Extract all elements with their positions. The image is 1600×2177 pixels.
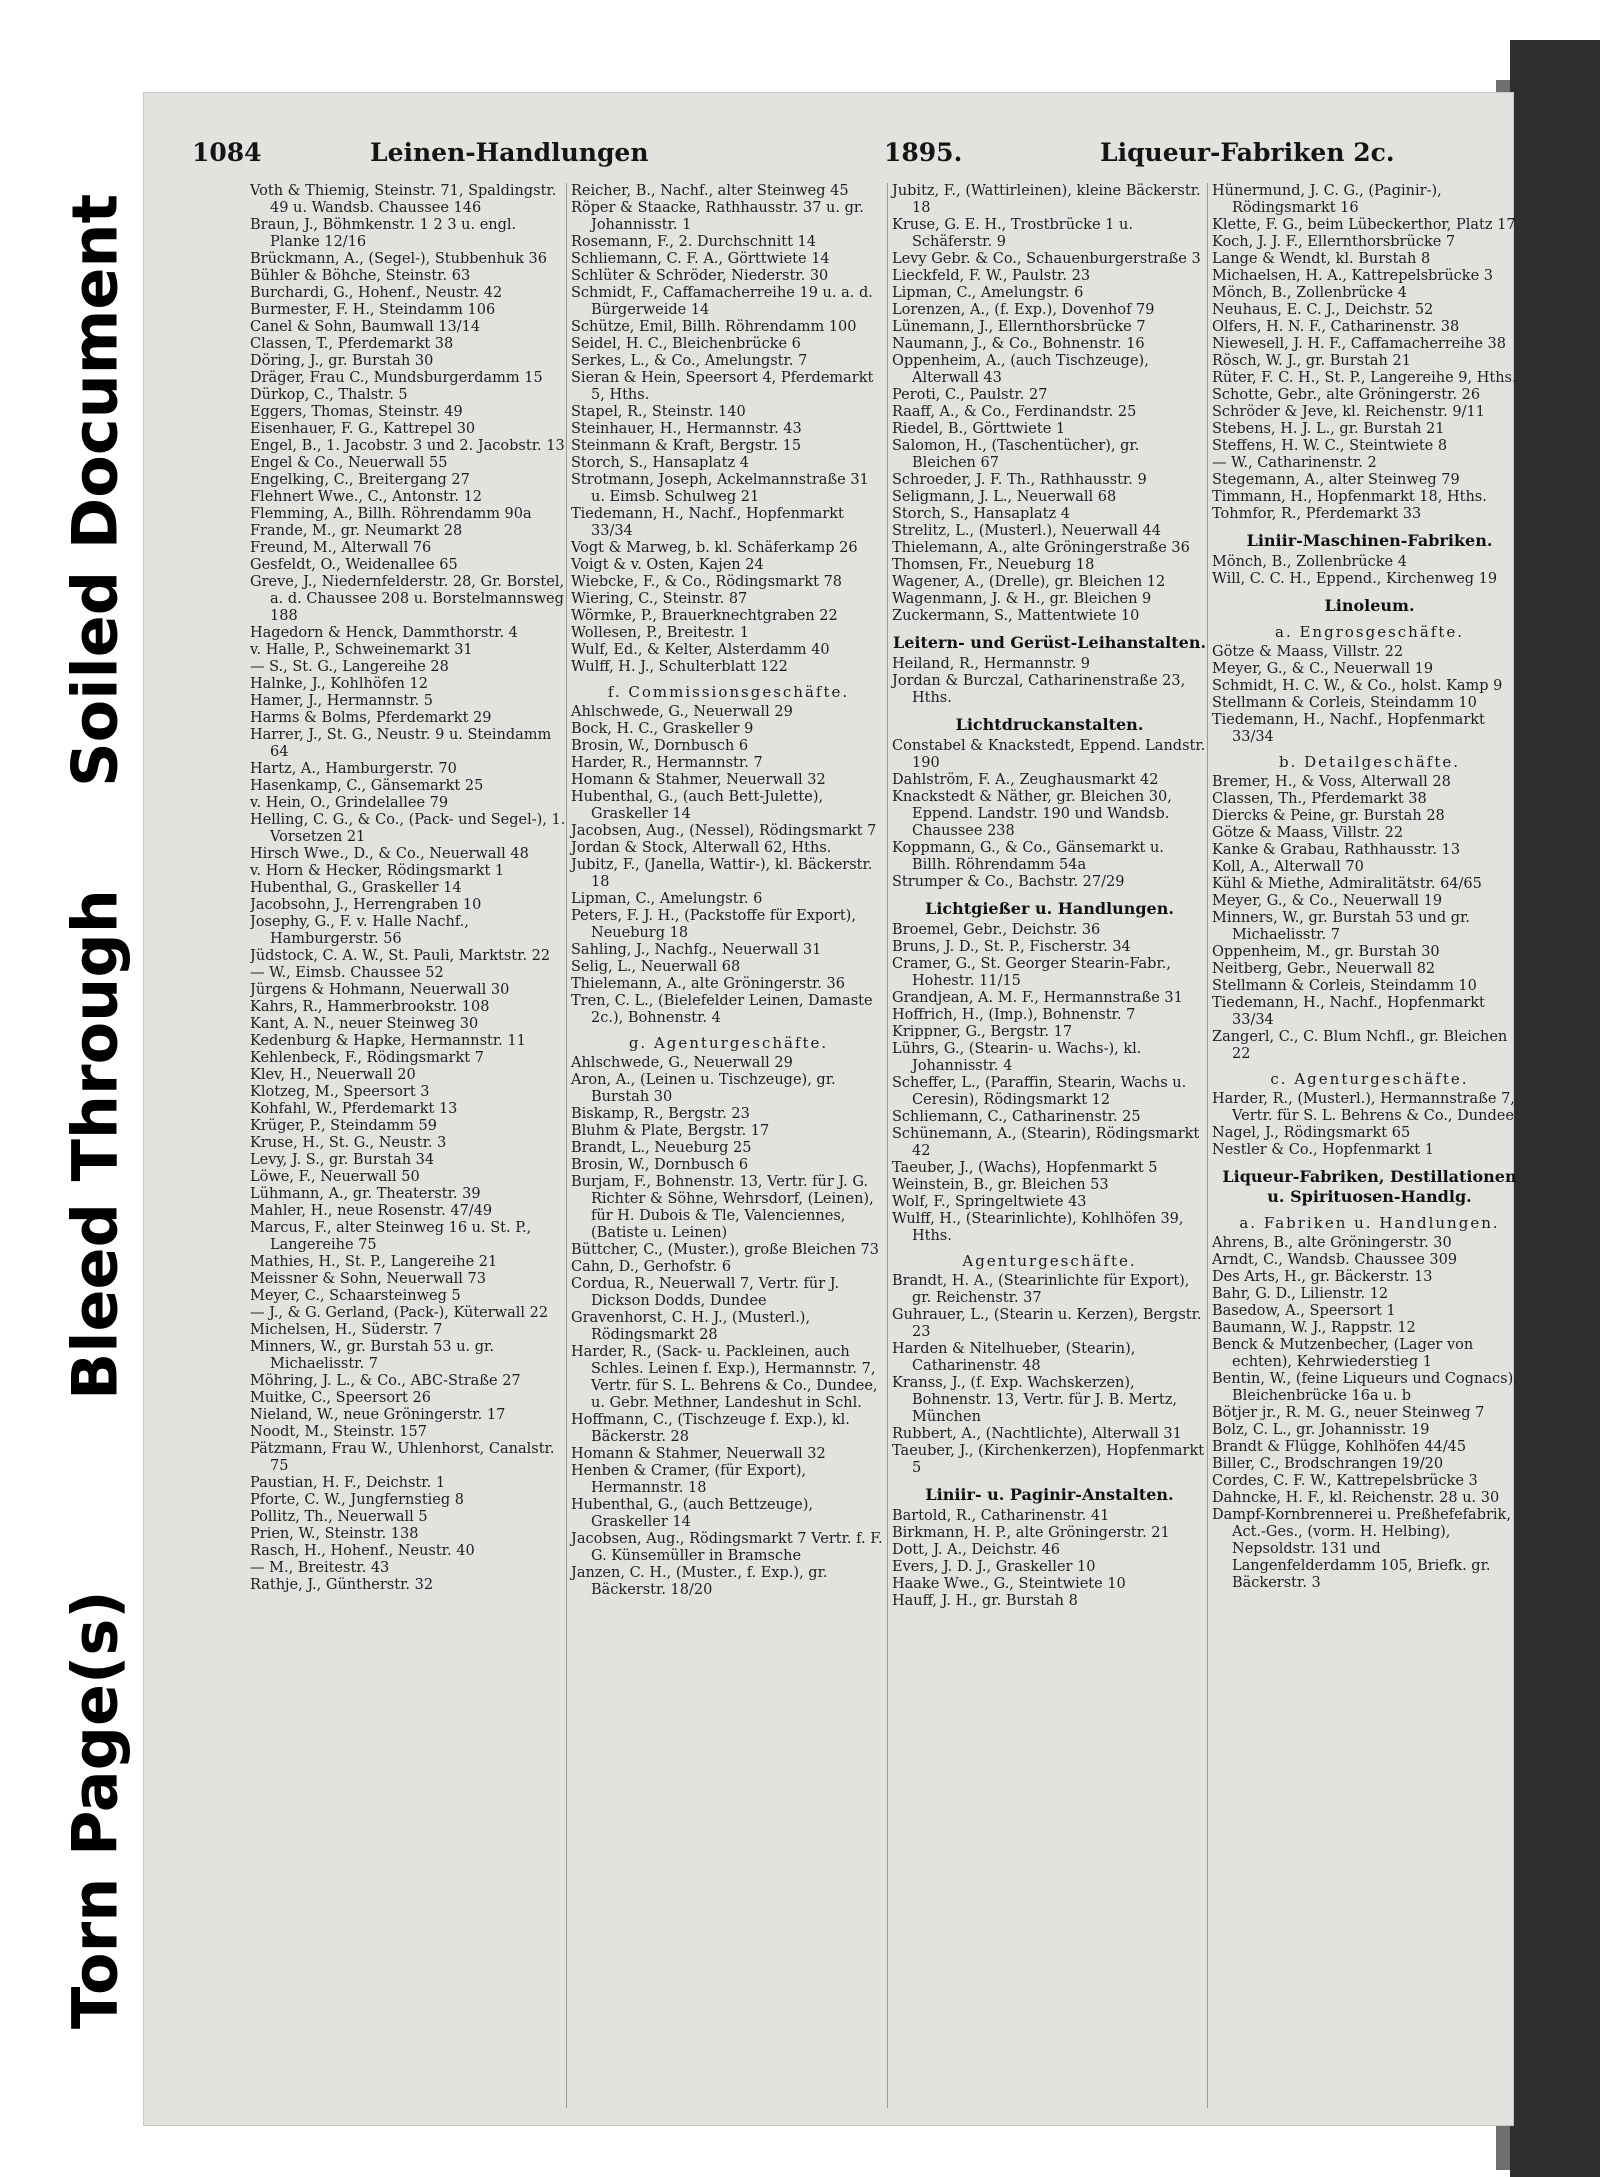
- directory-entry: Thomsen, Fr., Neueburg 18: [892, 557, 1095, 573]
- directory-entry: Guhrauer, L., (Stearin u. Kerzen), Bergstr. 23: [892, 1307, 1202, 1340]
- section-subheading: f. Commissionsgeschäfte.: [607, 683, 850, 701]
- directory-entry: Schünemann, A., (Stearin), Rödingsmarkt 42: [892, 1126, 1200, 1159]
- directory-entry: Storch, S., Hansaplatz 4: [571, 455, 749, 471]
- directory-entry: Taeuber, J., (Kirchenkerzen), Hopfenmarkt 5: [892, 1443, 1205, 1476]
- directory-entry: Olfers, H. N. F., Catharinenstr. 38: [1212, 319, 1460, 335]
- section-subheading: a. Fabriken u. Handlungen.: [1239, 1214, 1500, 1232]
- section-heading: Liniir- u. Paginir-Anstalten.: [925, 1485, 1174, 1504]
- directory-entry: Harder, R., (Musterl.), Hermannstraße 7, Vertr. für S. L. Behrens & Co., Dundee: [1212, 1091, 1515, 1124]
- directory-entry: Jacobsen, Aug., Rödingsmarkt 7 Vertr. f. F. G. Künsemüller in Bramsche: [571, 1531, 883, 1564]
- directory-entry: Ahlschwede, G., Neuerwall 29: [571, 704, 793, 720]
- directory-entry: Peters, F. J. H., (Packstoffe für Export), Neueburg 18: [571, 908, 856, 941]
- directory-entry: Janzen, C. H., (Muster., f. Exp.), gr. Bäckerstr. 18/20: [571, 1565, 828, 1598]
- directory-entry: Baumann, W. J., Rappstr. 12: [1212, 1320, 1416, 1336]
- directory-entry: Basedow, A., Speersort 1: [1212, 1303, 1396, 1319]
- directory-entry: v. Halle, P., Schweinemarkt 31: [250, 642, 473, 658]
- directory-entry: Knackstedt & Näther, gr. Bleichen 30, Eppend. Landstr. 190 und Wandsb. Chaussee 238: [892, 789, 1172, 839]
- directory-entry: Engel, B., 1. Jacobstr. 3 und 2. Jacobstr. 13: [250, 438, 565, 454]
- directory-entry: Nestler & Co., Hopfenmarkt 1: [1212, 1142, 1434, 1158]
- section-subheading: Agenturgeschäfte.: [962, 1252, 1137, 1270]
- directory-entry: Josephy, G., F. v. Halle Nachf., Hamburgerstr. 56: [250, 914, 469, 947]
- directory-entry: Burjam, F., Bohnenstr. 13, Vertr. für J. G. Richter & Söhne, Wehrsdorf, (Leinen), für H. Dubois & Tle, Valenciennes, (Batiste u. Leinen): [571, 1174, 874, 1241]
- directory-entry: Canel & Sohn, Baumwall 13/14: [250, 319, 481, 335]
- directory-entry: Brosin, W., Dornbusch 6: [571, 1157, 749, 1173]
- directory-entry: Hoffrich, H., (Imp.), Bohnenstr. 7: [892, 1007, 1136, 1023]
- directory-entry: v. Horn & Hecker, Rödingsmarkt 1: [250, 863, 505, 879]
- directory-entry: Classen, Th., Pferdemarkt 38: [1212, 791, 1427, 807]
- directory-entry: Röper & Staacke, Rathhausstr. 37 u. gr. Johannisstr. 1: [571, 200, 864, 233]
- directory-entry: Oppenheim, A., (auch Tischzeuge), Alterwall 43: [892, 353, 1149, 386]
- directory-entry: Jordan & Stock, Alterwall 62, Hths.: [571, 840, 832, 856]
- directory-entry: Arndt, C., Wandsb. Chaussee 309: [1212, 1252, 1458, 1268]
- section-subheading: a. Engrosgeschäfte.: [1275, 623, 1464, 641]
- directory-entry: — W., Eimsb. Chaussee 52: [250, 965, 444, 981]
- directory-entry: Jacobsen, Aug., (Nessel), Rödingsmarkt 7: [571, 823, 877, 839]
- directory-entry: Strelitz, L., (Musterl.), Neuerwall 44: [892, 523, 1161, 539]
- directory-entry: Muitke, C., Speersort 26: [250, 1390, 431, 1406]
- directory-entry: Rösch, W. J., gr. Burstah 21: [1212, 353, 1411, 369]
- directory-entry: Gravenhorst, C. H. J., (Musterl.), Rödingsmarkt 28: [571, 1310, 811, 1343]
- directory-entry: Stellmann & Corleis, Steindamm 10: [1212, 978, 1477, 994]
- directory-entry: Niewesell, J. H. F., Caffamacherreihe 38: [1212, 336, 1506, 352]
- directory-entry: Eisenhauer, F. G., Kattrepel 30: [250, 421, 476, 437]
- directory-entry: Bahr, G. D., Lilienstr. 12: [1212, 1286, 1389, 1302]
- directory-entry: Tiedemann, H., Nachf., Hopfenmarkt 33/34: [1212, 712, 1485, 745]
- directory-entry: Homann & Stahmer, Neuerwall 32: [571, 772, 826, 788]
- directory-entry: Jüdstock, C. A. W., St. Pauli, Marktstr. 22: [250, 948, 551, 964]
- directory-entry: Stegemann, A., alter Steinweg 79: [1212, 472, 1460, 488]
- directory-entry: Kranss, J., (f. Exp. Wachskerzen), Bohnenstr. 13, Vertr. für J. B. Mertz, München: [892, 1375, 1177, 1425]
- directory-entry: Lange & Wendt, kl. Burstah 8: [1212, 251, 1431, 267]
- directory-entry: Kant, A. N., neuer Steinweg 30: [250, 1016, 479, 1032]
- directory-entry: Thielemann, A., alte Gröningerstr. 36: [571, 976, 845, 992]
- directory-entry: Jordan & Burczal, Catharinenstraße 23, Hths.: [892, 673, 1186, 706]
- directory-entry: Taeuber, J., (Wachs), Hopfenmarkt 5: [892, 1160, 1158, 1176]
- directory-entry: Kühl & Miethe, Admiralitätstr. 64/65: [1212, 876, 1482, 892]
- directory-entry: Koppmann, G., & Co., Gänsemarkt u. Billh. Röhrendamm 54a: [892, 840, 1164, 873]
- directory-entry: Kruse, H., St. G., Neustr. 3: [250, 1135, 447, 1151]
- directory-entry: Cahn, D., Gerhofstr. 6: [571, 1259, 732, 1275]
- directory-entry: Peroti, C., Paulstr. 27: [892, 387, 1048, 403]
- directory-entry: Michaelsen, H. A., Kattrepelsbrücke 3: [1212, 268, 1494, 284]
- directory-entry: Biskamp, R., Bergstr. 23: [571, 1106, 750, 1122]
- directory-entry: Lieckfeld, F. W., Paulstr. 23: [892, 268, 1091, 284]
- directory-entry: Schliemann, C., Catharinenstr. 25: [892, 1109, 1141, 1125]
- section-heading: Liniir-Maschinen-Fabriken.: [1246, 531, 1493, 550]
- directory-entry: Storch, S., Hansaplatz 4: [892, 506, 1070, 522]
- directory-entry: Voigt & v. Osten, Kajen 24: [571, 557, 764, 573]
- directory-entry: Burmester, F. H., Steindamm 106: [250, 302, 496, 318]
- directory-entry: Zuckermann, S., Mattentwiete 10: [892, 608, 1140, 624]
- directory-entry: Döring, J., gr. Burstah 30: [250, 353, 434, 369]
- directory-entry: Brandt & Flügge, Kohlhöfen 44/45: [1212, 1439, 1467, 1455]
- directory-entry: Burchardi, G., Hohenf., Neustr. 42: [250, 285, 503, 301]
- directory-entry: Harden & Nitelhueber, (Stearin), Catharinenstr. 48: [892, 1341, 1136, 1374]
- directory-entry: Broemel, Gebr., Deichstr. 36: [892, 922, 1101, 938]
- directory-entry: Kohfahl, W., Pferdemarkt 13: [250, 1101, 458, 1117]
- directory-entry: Prien, W., Steinstr. 138: [250, 1526, 419, 1542]
- directory-entry: Mathies, H., St. P., Langereihe 21: [250, 1254, 498, 1270]
- directory-entry: Wulff, H. J., Schulterblatt 122: [571, 659, 788, 675]
- directory-entry: Jubitz, F., (Janella, Wattir-), kl. Bäckerstr. 18: [571, 857, 873, 890]
- directory-entry: Harrer, J., St. G., Neustr. 9 u. Steindamm 64: [250, 727, 552, 760]
- directory-entry: Strumper & Co., Bachstr. 27/29: [892, 874, 1125, 890]
- directory-entry: Dahlström, F. A., Zeughausmarkt 42: [892, 772, 1159, 788]
- directory-entry: Meyer, G., & C., Neuerwall 19: [1212, 661, 1434, 677]
- directory-entry: Des Arts, H., gr. Bäckerstr. 13: [1212, 1269, 1433, 1285]
- directory-entry: Hoffmann, C., (Tischzeuge f. Exp.), kl. Bäckerstr. 28: [571, 1412, 850, 1445]
- directory-entry: Hubenthal, G., Graskeller 14: [250, 880, 462, 896]
- directory-entry: Pätzmann, Frau W., Uhlenhorst, Canalstr. 75: [250, 1441, 555, 1474]
- directory-entry: Scheffer, L., (Paraffin, Stearin, Wachs u. Ceresin), Rödingsmarkt 12: [892, 1075, 1187, 1108]
- directory-entry: Riedel, B., Görttwiete 1: [892, 421, 1066, 437]
- directory-entry: Büttcher, C., (Muster.), große Bleichen 73: [571, 1242, 879, 1258]
- directory-entry: Wiebcke, F., & Co., Rödingsmarkt 78: [571, 574, 843, 590]
- directory-entry: Brandt, H. A., (Stearinlichte für Export), gr. Reichenstr. 37: [892, 1273, 1190, 1306]
- directory-entry: Bock, H. C., Graskeller 9: [571, 721, 754, 737]
- soiled-document-label: Soiled Document: [58, 193, 132, 787]
- directory-entry: Birkmann, H. P., alte Gröningerstr. 21: [892, 1525, 1170, 1541]
- directory-entry: Bartold, R., Catharinenstr. 41: [892, 1508, 1110, 1524]
- directory-entry: Jubitz, F., (Wattirleinen), kleine Bäckerstr. 18: [892, 183, 1201, 216]
- directory-entry: Lipman, C., Amelungstr. 6: [571, 891, 763, 907]
- directory-entry: Dahncke, H. F., kl. Reichenstr. 28 u. 30: [1212, 1490, 1500, 1506]
- directory-entry: Kehlenbeck, F., Rödingsmarkt 7: [250, 1050, 484, 1066]
- directory-entry: Stellmann & Corleis, Steindamm 10: [1212, 695, 1477, 711]
- section-heading: Linoleum.: [1324, 596, 1415, 615]
- directory-entry: Minners, W., gr. Burstah 53 und gr. Michaelisstr. 7: [1212, 910, 1471, 943]
- directory-entry: Nieland, W., neue Gröningerstr. 17: [250, 1407, 506, 1423]
- directory-entry: Classen, T., Pferdemarkt 38: [250, 336, 454, 352]
- directory-entry: Bühler & Böhche, Steinstr. 63: [250, 268, 471, 284]
- directory-entry: — M., Breitestr. 43: [250, 1560, 390, 1576]
- directory-entry: Stapel, R., Steinstr. 140: [571, 404, 746, 420]
- directory-entry: v. Hein, O., Grindelallee 79: [250, 795, 449, 811]
- directory-entry: Lühmann, A., gr. Theaterstr. 39: [250, 1186, 481, 1202]
- directory-entry: Frande, M., gr. Neumarkt 28: [250, 523, 463, 539]
- directory-entry: Rüter, F. C. H., St. P., Langereihe 9, Hths.: [1212, 370, 1517, 386]
- directory-entry: Hasenkamp, C., Gänsemarkt 25: [250, 778, 484, 794]
- directory-entry: Koll, A., Alterwall 70: [1212, 859, 1364, 875]
- directory-entry: Greve, J., Niedernfelderstr. 28, Gr. Borstel, a. d. Chaussee 208 u. Borstelmannsweg 188: [250, 574, 565, 624]
- directory-entry: Harder, R., (Sack- u. Packleinen, auch Schles. Leinen f. Exp.), Hermannstr. 7, Vertr. für S. L. Behrens & Co., Dundee, u. Gebr. Methner, Landeshut in Schl.: [571, 1344, 878, 1411]
- directory-entry: Grandjean, A. M. F., Hermannstraße 31: [892, 990, 1183, 1006]
- directory-entry: Lipman, C., Amelungstr. 6: [892, 285, 1084, 301]
- directory-entry: Helling, C. G., & Co., (Pack- und Segel-), 1. Vorsetzen 21: [250, 812, 566, 845]
- directory-entry: Engelking, C., Breitergang 27: [250, 472, 470, 488]
- directory-entry: Bruns, J. D., St. P., Fischerstr. 34: [892, 939, 1131, 955]
- directory-entry: Pollitz, Th., Neuerwall 5: [250, 1509, 428, 1525]
- directory-entry: Wagenmann, J. & H., gr. Bleichen 9: [892, 591, 1152, 607]
- directory-entry: Klotzeg, M., Speersort 3: [250, 1084, 430, 1100]
- left-section-title: Leinen-Handlungen: [370, 138, 649, 167]
- directory-entry: Hamer, J., Hermannstr. 5: [250, 693, 433, 709]
- directory-entry: Thielemann, A., alte Gröningerstraße 36: [892, 540, 1190, 556]
- directory-entry: Schröder & Jeve, kl. Reichenstr. 9/11: [1212, 404, 1485, 420]
- directory-entry: Hünermund, J. C. G., (Paginir-), Rödingsmarkt 16: [1212, 183, 1442, 216]
- directory-entry: Evers, J. D. J., Graskeller 10: [892, 1559, 1096, 1575]
- damage-labels: [30, 193, 160, 2030]
- directory-entry: Neuhaus, E. C. J., Deichstr. 52: [1212, 302, 1434, 318]
- directory-entry: Aron, A., (Leinen u. Tischzeuge), gr. Burstah 30: [571, 1072, 836, 1105]
- right-section-title: Liqueur-Fabriken 2c.: [1100, 138, 1395, 167]
- directory-entry: Steinhauer, H., Hermannstr. 43: [571, 421, 802, 437]
- column-1: [250, 183, 568, 2108]
- directory-entry: Tiedemann, H., Nachf., Hopfenmarkt 33/34: [571, 506, 844, 539]
- directory-entry: Bolz, C. L., gr. Johannisstr. 19: [1212, 1422, 1430, 1438]
- directory-entry: Brosin, W., Dornbusch 6: [571, 738, 749, 754]
- directory-entry: Cramer, G., St. Georger Stearin-Fabr., Hohestr. 11/15: [892, 956, 1172, 989]
- directory-entry: Haake Wwe., G., Steintwiete 10: [892, 1576, 1126, 1592]
- directory-entry: Götze & Maass, Villstr. 22: [1212, 825, 1404, 841]
- directory-entry: Hartz, A., Hamburgerstr. 70: [250, 761, 457, 777]
- directory-entry: Krüger, P., Steindamm 59: [250, 1118, 437, 1134]
- directory-entry: Zangerl, C., C. Blum Nchfl., gr. Bleichen 22: [1212, 1029, 1508, 1062]
- directory-entry: Will, C. C. H., Eppend., Kirchenweg 19: [1212, 571, 1498, 587]
- directory-entry: Lührs, G., (Stearin- u. Wachs-), kl. Johannisstr. 4: [892, 1041, 1142, 1074]
- directory-entry: Salomon, H., (Taschentücher), gr. Bleichen 67: [892, 438, 1140, 471]
- section-subheading: g. Agenturgeschäfte.: [628, 1034, 829, 1052]
- directory-entry: Vogt & Marweg, b. kl. Schäferkamp 26: [571, 540, 858, 556]
- directory-entry: Kruse, G. E. H., Trostbrücke 1 u. Schäferstr. 9: [892, 217, 1133, 250]
- directory-entry: Raaff, A., & Co., Ferdinandstr. 25: [892, 404, 1137, 420]
- column-3: [887, 183, 1207, 2108]
- directory-entry: Dampf-Kornbrennerei u. Preßhefefabrik, Act.-Ges., (vorm. H. Helbing), Nepsoldstr. 131 und Langenfelderdamm 105, Briefk. gr. Bäckerstr. 3: [1212, 1507, 1511, 1591]
- directory-entry: Schmidt, F., Caffamacherreihe 19 u. a. d. Bürgerweide 14: [571, 285, 873, 318]
- directory-entry: Schliemann, C. F. A., Görttwiete 14: [571, 251, 830, 267]
- directory-entry: Hubenthal, G., (auch Bett-Julette), Graskeller 14: [571, 789, 824, 822]
- directory-entry: Harms & Bolms, Pferdemarkt 29: [250, 710, 492, 726]
- directory-entry: Nagel, J., Rödingsmarkt 65: [1212, 1125, 1411, 1141]
- directory-entry: Weinstein, B., gr. Bleichen 53: [892, 1177, 1109, 1193]
- directory-entry: Rosemann, F., 2. Durchschnitt 14: [571, 234, 816, 250]
- directory-entry: Brückmann, A., (Segel-), Stubbenhuk 36: [250, 251, 547, 267]
- directory-entry: Voth & Thiemig, Steinstr. 71, Spaldingstr. 49 u. Wandsb. Chaussee 146: [250, 183, 557, 216]
- running-head: [170, 138, 1490, 184]
- section-heading: Liqueur-Fabriken, Destillationen u. Spirituosen-Handlg.: [1222, 1167, 1517, 1206]
- directory-entry: Eggers, Thomas, Steinstr. 49: [250, 404, 463, 420]
- directory-entry: Timmann, H., Hopfenmarkt 18, Hths.: [1212, 489, 1487, 505]
- directory-entry: Schütze, Emil, Billh. Röhrendamm 100: [571, 319, 857, 335]
- directory-entry: Neitberg, Gebr., Neuerwall 82: [1212, 961, 1436, 977]
- directory-entry: Reicher, B., Nachf., alter Steinweg 45: [571, 183, 849, 199]
- year: 1895.: [884, 138, 963, 167]
- directory-entry: Wörmke, P., Brauerknechtgraben 22: [571, 608, 838, 624]
- section-heading: Lichtdruckanstalten.: [955, 715, 1144, 734]
- directory-entry: Möhring, J. L., & Co., ABC-Straße 27: [250, 1373, 521, 1389]
- directory-entry: Wolf, F., Springeltwiete 43: [892, 1194, 1087, 1210]
- directory-entry: Jacobsohn, J., Herrengraben 10: [250, 897, 482, 913]
- directory-entry: Wollesen, P., Breitestr. 1: [571, 625, 749, 641]
- directory-entry: Hauff, J. H., gr. Burstah 8: [892, 1593, 1078, 1609]
- directory-entry: Bluhm & Plate, Bergstr. 17: [571, 1123, 770, 1139]
- directory-entry: Wulf, Ed., & Kelter, Alsterdamm 40: [571, 642, 830, 658]
- directory-entry: Diercks & Peine, gr. Burstah 28: [1212, 808, 1445, 824]
- directory-columns: [250, 183, 1518, 2108]
- directory-entry: Serkes, L., & Co., Amelungstr. 7: [571, 353, 808, 369]
- directory-entry: Tren, C. L., (Bielefelder Leinen, Damaste 2c.), Bohnenstr. 4: [571, 993, 873, 1026]
- directory-entry: — S., St. G., Langereihe 28: [250, 659, 449, 675]
- directory-entry: Mönch, B., Zollenbrücke 4: [1212, 285, 1407, 301]
- directory-entry: Koch, J. J. F., Ellernthorsbrücke 7: [1212, 234, 1456, 250]
- directory-entry: Dott, J. A., Deichstr. 46: [892, 1542, 1061, 1558]
- directory-entry: Rasch, H., Hohenf., Neustr. 40: [250, 1543, 475, 1559]
- directory-entry: Levy Gebr. & Co., Schauenburgerstraße 3: [892, 251, 1201, 267]
- directory-entry: Flehnert Wwe., C., Antonstr. 12: [250, 489, 483, 505]
- directory-entry: Heiland, R., Hermannstr. 9: [892, 656, 1091, 672]
- directory-entry: Homann & Stahmer, Neuerwall 32: [571, 1446, 826, 1462]
- directory-entry: Steffens, H. W. C., Steintwiete 8: [1212, 438, 1448, 454]
- directory-entry: Michelsen, H., Süderstr. 7: [250, 1322, 443, 1338]
- directory-entry: Mönch, B., Zollenbrücke 4: [1212, 554, 1407, 570]
- directory-entry: Wiering, C., Steinstr. 87: [571, 591, 748, 607]
- directory-entry: Strotmann, Joseph, Ackelmannstraße 31 u. Eimsb. Schulweg 21: [571, 472, 869, 505]
- directory-entry: Lorenzen, A., (f. Exp.), Dovenhof 79: [892, 302, 1155, 318]
- directory-entry: Krippner, G., Bergstr. 17: [892, 1024, 1073, 1040]
- directory-entry: Hubenthal, G., (auch Bettzeuge), Graskeller 14: [571, 1497, 814, 1530]
- directory-entry: Schlüter & Schröder, Niederstr. 30: [571, 268, 829, 284]
- directory-entry: Tohmfor, R., Pferdemarkt 33: [1212, 506, 1422, 522]
- directory-entry: Mahler, H., neue Rosenstr. 47/49: [250, 1203, 493, 1219]
- directory-entry: Freund, M., Alterwall 76: [250, 540, 432, 556]
- page-number: 1084: [192, 138, 262, 167]
- directory-entry: Sieran & Hein, Speersort 4, Pferdemarkt 5, Hths.: [571, 370, 874, 403]
- directory-entry: Minners, W., gr. Burstah 53 u. gr. Michaelisstr. 7: [250, 1339, 495, 1372]
- directory-entry: — J., & G. Gerland, (Pack-), Küterwall 22: [250, 1305, 549, 1321]
- directory-entry: Cordes, C. F. W., Kattrepelsbrücke 3: [1212, 1473, 1478, 1489]
- directory-entry: Meissner & Sohn, Neuerwall 73: [250, 1271, 486, 1287]
- directory-entry: Lünemann, J., Ellernthorsbrücke 7: [892, 319, 1146, 335]
- directory-page: [143, 92, 1518, 2126]
- directory-entry: Seidel, H. C., Bleichenbrücke 6: [571, 336, 801, 352]
- torn-pages-label: Torn Page(s): [58, 1590, 132, 2030]
- directory-entry: Henben & Cramer, (für Export), Hermannstr. 18: [571, 1463, 807, 1496]
- directory-entry: Constabel & Knackstedt, Eppend. Landstr. 190: [892, 738, 1206, 771]
- directory-entry: Engel & Co., Neuerwall 55: [250, 455, 448, 471]
- directory-entry: Hagedorn & Henck, Dammthorstr. 4: [250, 625, 518, 641]
- directory-entry: Bremer, H., & Voss, Alterwall 28: [1212, 774, 1451, 790]
- directory-entry: — W., Catharinenstr. 2: [1212, 455, 1377, 471]
- directory-entry: Halnke, J., Kohlhöfen 12: [250, 676, 428, 692]
- directory-entry: Biller, C., Brodschrangen 19/20: [1212, 1456, 1444, 1472]
- directory-entry: Noodt, M., Steinstr. 157: [250, 1424, 427, 1440]
- directory-entry: Wulff, H., (Stearinlichte), Kohlhöfen 39, Hths.: [892, 1211, 1184, 1244]
- bleed-through-label: Bleed Through: [58, 889, 132, 1401]
- directory-entry: Schroeder, J. F. Th., Rathhausstr. 9: [892, 472, 1147, 488]
- directory-entry: Schmidt, H. C. W., & Co., holst. Kamp 9: [1212, 678, 1503, 694]
- column-4: [1207, 183, 1527, 2108]
- directory-entry: Hirsch Wwe., D., & Co., Neuerwall 48: [250, 846, 529, 862]
- directory-entry: Klev, H., Neuerwall 20: [250, 1067, 416, 1083]
- directory-entry: Pforte, C. W., Jungfernstieg 8: [250, 1492, 464, 1508]
- directory-entry: Bötjer jr., R. M. G., neuer Steinweg 7: [1212, 1405, 1485, 1421]
- directory-entry: Cordua, R., Neuerwall 7, Vertr. für J. Dickson Dodds, Dundee: [571, 1276, 840, 1309]
- directory-entry: Dräger, Frau C., Mundsburgerdamm 15: [250, 370, 543, 386]
- directory-entry: Naumann, J., & Co., Bohnenstr. 16: [892, 336, 1145, 352]
- directory-entry: Bentin, W., (feine Liqueurs und Cognacs), Bleichenbrücke 16a u. b: [1212, 1371, 1518, 1404]
- directory-entry: Flemming, A., Billh. Röhrendamm 90a: [250, 506, 532, 522]
- section-heading: Leitern- und Gerüst-Leihanstalten.: [892, 633, 1207, 652]
- directory-entry: Löwe, F., Neuerwall 50: [250, 1169, 420, 1185]
- section-subheading: c. Agenturgeschäfte.: [1270, 1070, 1469, 1088]
- directory-entry: Schotte, Gebr., alte Gröningerstr. 26: [1212, 387, 1481, 403]
- directory-entry: Rathje, J., Güntherstr. 32: [250, 1577, 434, 1593]
- directory-entry: Marcus, F., alter Steinweg 16 u. St. P., Langereihe 75: [250, 1220, 532, 1253]
- directory-entry: Brandt, L., Neueburg 25: [571, 1140, 752, 1156]
- directory-entry: Paustian, H. F., Deichstr. 1: [250, 1475, 446, 1491]
- directory-entry: Steinmann & Kraft, Bergstr. 15: [571, 438, 802, 454]
- directory-entry: Meyer, G., & Co., Neuerwall 19: [1212, 893, 1443, 909]
- directory-entry: Benck & Mutzenbecher, (Lager von echten), Kehrwiederstieg 1: [1212, 1337, 1474, 1370]
- directory-entry: Stebens, H. J. L., gr. Burstah 21: [1212, 421, 1445, 437]
- directory-entry: Oppenheim, M., gr. Burstah 30: [1212, 944, 1440, 960]
- directory-entry: Dürkop, C., Thalstr. 5: [250, 387, 408, 403]
- directory-entry: Meyer, C., Schaarsteinweg 5: [250, 1288, 461, 1304]
- directory-entry: Seligmann, J. L., Neuerwall 68: [892, 489, 1117, 505]
- directory-entry: Rubbert, A., (Nachtlichte), Alterwall 31: [892, 1426, 1182, 1442]
- section-subheading: b. Detailgeschäfte.: [1278, 753, 1460, 771]
- directory-entry: Ahrens, B., alte Gröningerstr. 30: [1212, 1235, 1452, 1251]
- directory-entry: Kanke & Grabau, Rathhausstr. 13: [1212, 842, 1461, 858]
- directory-entry: Tiedemann, H., Nachf., Hopfenmarkt 33/34: [1212, 995, 1485, 1028]
- directory-entry: Levy, J. S., gr. Burstah 34: [250, 1152, 435, 1168]
- directory-entry: Sahling, J., Nachfg., Neuerwall 31: [571, 942, 822, 958]
- directory-entry: Kedenburg & Hapke, Hermannstr. 11: [250, 1033, 526, 1049]
- column-2: [566, 183, 886, 2108]
- directory-entry: Wagener, A., (Drelle), gr. Bleichen 12: [892, 574, 1166, 590]
- directory-entry: Jürgens & Hohmann, Neuerwall 30: [250, 982, 510, 998]
- directory-entry: Kahrs, R., Hammerbrookstr. 108: [250, 999, 490, 1015]
- section-heading: Lichtgießer u. Handlungen.: [925, 899, 1174, 918]
- directory-entry: Gesfeldt, O., Weidenallee 65: [250, 557, 458, 573]
- directory-entry: Selig, L., Neuerwall 68: [571, 959, 741, 975]
- directory-entry: Harder, R., Hermannstr. 7: [571, 755, 763, 771]
- directory-entry: Götze & Maass, Villstr. 22: [1212, 644, 1404, 660]
- directory-entry: Klette, F. G., beim Lübeckerthor, Platz 17: [1212, 217, 1516, 233]
- directory-entry: Ahlschwede, G., Neuerwall 29: [571, 1055, 793, 1071]
- directory-entry: Braun, J., Böhmkenstr. 1 2 3 u. engl. Planke 12/16: [250, 217, 517, 250]
